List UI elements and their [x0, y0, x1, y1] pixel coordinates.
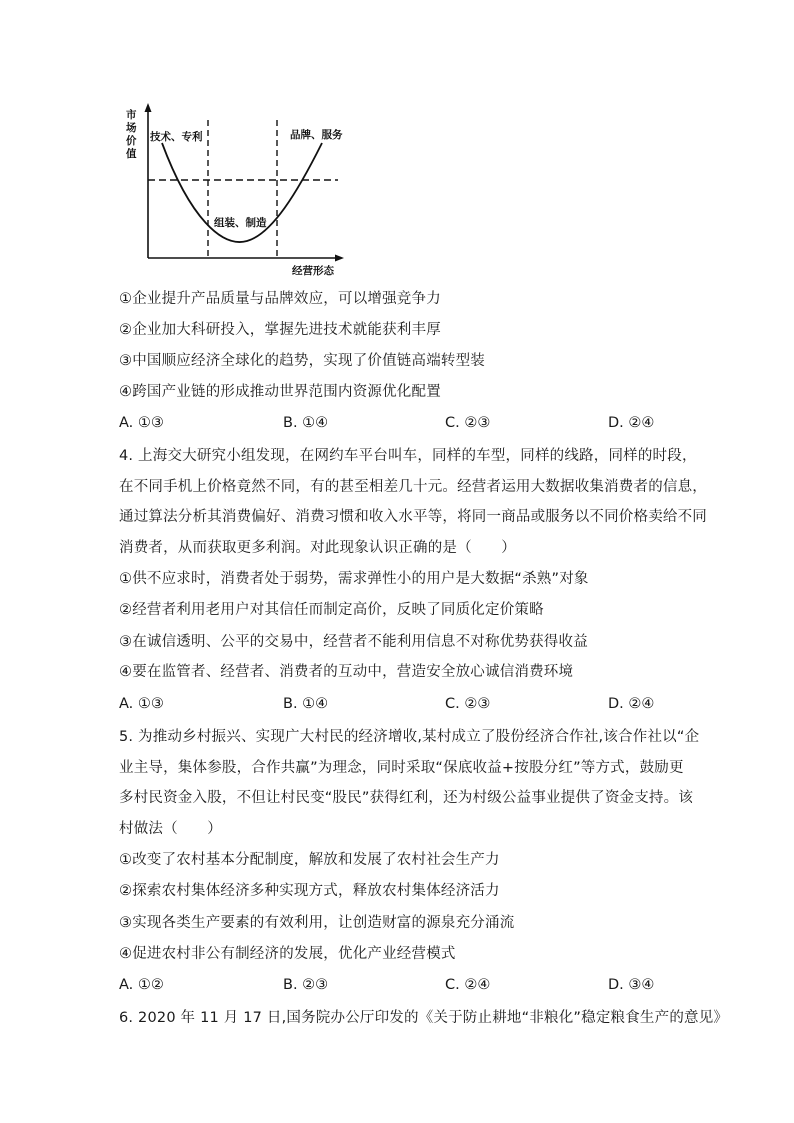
q3-statement-3: ③中国顺应经济全球化的趋势，实现了价值链高端转型装: [119, 353, 485, 369]
q3-statement-1: ①企业提升产品质量与品牌效应，可以增强竞争力: [119, 291, 441, 307]
q3-option-c: C. ②③: [445, 415, 491, 431]
q3-statement-2: ②企业加大科研投入，掌握先进技术就能获利丰厚: [119, 322, 441, 338]
bottom-region-label: 组装、制造: [214, 217, 267, 229]
q4-stem-line-3: 通过算法分析其消费偏好、消费习惯和收入水平等，将同一商品或服务以不同价格卖给不同: [119, 509, 707, 525]
q3-option-a: A. ①③: [119, 415, 164, 431]
q5-stem-line-1: 5. 为推动乡村振兴、实现广大村民的经济增收,某村成立了股份经济合作社,该合作社以“企: [119, 729, 700, 745]
q4-option-d: D. ②④: [608, 696, 655, 712]
q5-statement-1: ①改变了农村基本分配制度，解放和发展了农村社会生产力: [119, 852, 500, 868]
q4-option-c: C. ②③: [445, 696, 491, 712]
y-axis-label-1: 市: [126, 109, 137, 121]
left-region-label: 技术、专利: [150, 131, 203, 143]
q5-statement-4: ④促进农村非公有制经济的发展，优化产业经营模式: [119, 946, 456, 962]
x-axis-label: 经营形态: [292, 265, 334, 277]
y-axis-label-3: 价: [126, 135, 137, 147]
q5-option-c: C. ②④: [445, 977, 491, 993]
q5-statement-2: ②探索农村集体经济多种实现方式，释放农村集体经济活力: [119, 883, 500, 899]
q5-option-d: D. ③④: [608, 977, 655, 993]
q4-statement-4: ④要在监管者、经营者、消费者的互动中，营造安全放心诚信消费环境: [119, 664, 574, 680]
q3-option-b: B. ①④: [283, 415, 329, 431]
q5-option-b: B. ②③: [283, 977, 329, 993]
q4-statement-3: ③在诚信透明、公平的交易中，经营者不能利用信息不对称优势获得收益: [119, 634, 588, 650]
q5-stem-line-3: 多村民资金入股，不但让村民变“股民”获得红利，还为村级公益事业提供了资金支持。该: [119, 790, 694, 806]
q6-stem-line-1: 6. 2020 年 11 月 17 日,国务院办公厅印发的《关于防止耕地“非粮化”稳定粮食生产的意见》: [119, 1010, 729, 1026]
x-axis-arrow: [335, 255, 344, 262]
q4-option-b: B. ①④: [283, 696, 329, 712]
q5-stem-line-2: 业主导，集体参股，合作共赢”为理念，同时采取“保底收益+按股分红”等方式，鼓励更: [119, 760, 684, 776]
q4-statement-2: ②经营者利用老用户对其信任而制定高价，反映了同质化定价策略: [119, 602, 544, 618]
q4-stem-line-2: 在不同手机上价格竟然不同，有的甚至相差几十元。经营者运用大数据收集消费者的信息，: [119, 479, 707, 495]
q4-stem-line-4: 消费者，从而获取更多利润。对此现象认识正确的是（ ）: [119, 540, 516, 556]
q5-stem-line-4: 村做法（ ）: [119, 821, 222, 837]
y-axis-label-4: 值: [126, 148, 137, 160]
q3-statement-4: ④跨国产业链的形成推动世界范围内资源优化配置: [119, 384, 441, 400]
right-region-label: 品牌、服务: [290, 129, 343, 141]
smile-curve-svg: [112, 98, 352, 278]
q5-statement-3: ③实现各类生产要素的有效利用，让创造财富的源泉充分涌流: [119, 915, 515, 931]
y-axis-arrow: [145, 103, 152, 112]
q4-option-a: A. ①③: [119, 696, 164, 712]
smile-curve-figure: [112, 98, 352, 278]
q4-statement-1: ①供不应求时，消费者处于弱势，需求弹性小的用户是大数据“杀熟”对象: [119, 571, 589, 587]
q3-option-d: D. ②④: [608, 415, 655, 431]
y-axis-label-2: 场: [126, 122, 137, 134]
q4-stem-line-1: 4. 上海交大研究小组发现，在网约车平台叫车，同样的车型，同样的线路，同样的时段，: [119, 448, 697, 464]
q5-option-a: A. ①②: [119, 977, 164, 993]
